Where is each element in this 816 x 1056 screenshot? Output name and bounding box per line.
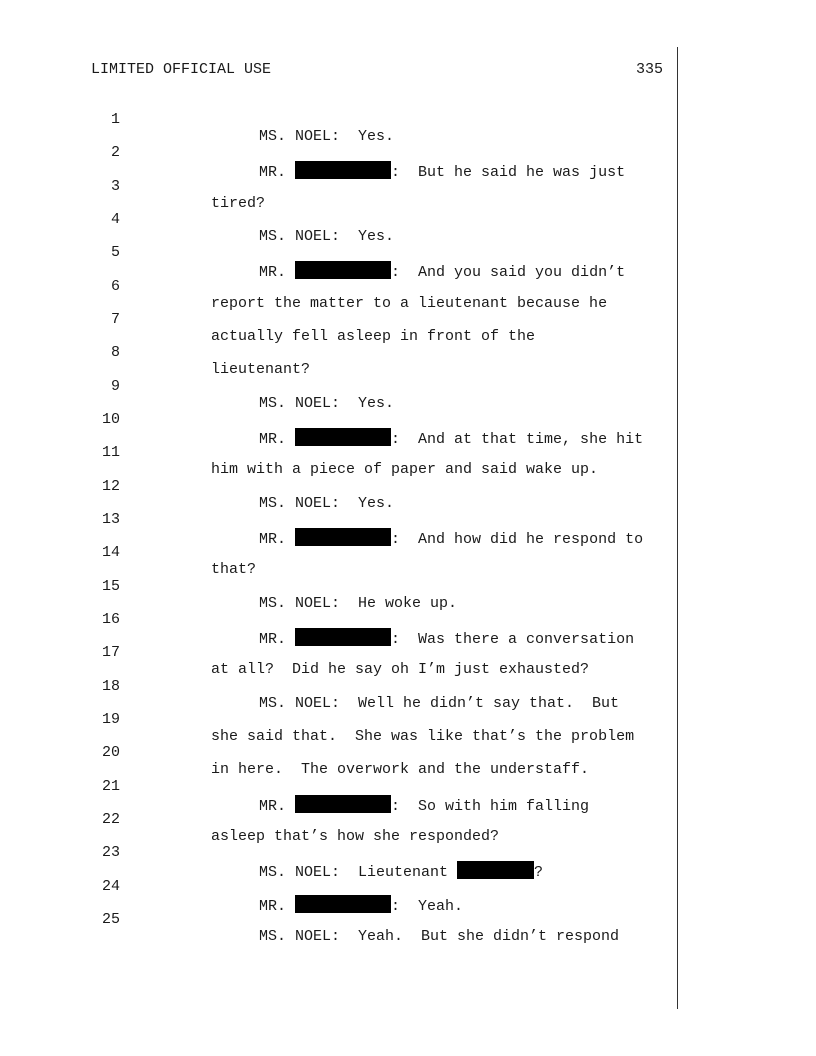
line-text: report the matter to a lieutenant because he (211, 295, 608, 312)
line-number: 7 (110, 311, 120, 328)
line-text (259, 628, 634, 648)
transcript-line (0, 327, 311, 378)
speaker-prefix: MR. (259, 798, 287, 815)
redaction-bar (295, 528, 391, 546)
line-text (259, 861, 543, 881)
line-number: 2 (110, 144, 120, 161)
speaker-prefix: MR. (259, 431, 287, 448)
line-text (259, 528, 643, 548)
transcript-line (0, 161, 266, 212)
line-text: MS. NOEL: Yes. (259, 228, 395, 245)
line-number: 20 (101, 744, 120, 761)
speaker-prefix: MR. (259, 531, 287, 548)
line-text: she said that. She was like that’s the problem (211, 728, 635, 745)
line-text: actually fell asleep in front of the (211, 328, 536, 345)
line-text: at all? Did he say oh I’m just exhausted? (211, 661, 590, 678)
line-number: 23 (101, 844, 120, 861)
line-number: 1 (110, 111, 120, 128)
line-text (259, 161, 625, 181)
line-text (259, 428, 643, 448)
line-number: 21 (101, 778, 120, 795)
line-number: 22 (101, 811, 120, 828)
line-content: : So with him falling (391, 798, 590, 815)
line-number: 14 (101, 544, 120, 561)
redaction-bar (295, 428, 391, 446)
line-text: lieutenant? (211, 361, 311, 378)
line-number: 17 (101, 644, 120, 661)
line-number: 15 (101, 578, 120, 595)
speaker-prefix: MR. (259, 164, 287, 181)
line-text: asleep that’s how she responded? (211, 828, 500, 845)
line-number: 4 (110, 211, 120, 228)
line-content: MS. NOEL: Lieutenant (259, 864, 449, 881)
line-number: 13 (101, 511, 120, 528)
line-text: MS. NOEL: Yes. (259, 495, 395, 512)
redaction-bar (295, 795, 391, 813)
line-number: 6 (110, 278, 120, 295)
line-text: tired? (211, 195, 266, 212)
line-text: MS. NOEL: He woke up. (259, 595, 458, 612)
line-text: MS. NOEL: Yes. (259, 395, 395, 412)
speaker-prefix: MR. (259, 898, 287, 915)
line-number: 12 (101, 478, 120, 495)
redaction-bar (295, 895, 391, 913)
line-number: 24 (101, 878, 120, 895)
line-content: : And how did he respond to (391, 531, 644, 548)
line-content: : And you said you didn’t (391, 264, 626, 281)
line-number: 3 (110, 178, 120, 195)
right-margin-rule (677, 47, 678, 1009)
line-number: 11 (101, 444, 120, 461)
line-number: 9 (110, 378, 120, 395)
transcript-line (0, 461, 395, 512)
line-text: that? (211, 561, 257, 578)
speaker-prefix: MR. (259, 631, 287, 648)
line-content: : Was there a conversation (391, 631, 635, 648)
line-text (259, 261, 625, 281)
line-number: 19 (101, 711, 120, 728)
line-number: 16 (101, 611, 120, 628)
line-content: : But he said he was just (391, 164, 626, 181)
redaction-bar (295, 628, 391, 646)
line-content-end: ? (534, 864, 544, 881)
redaction-bar (295, 261, 391, 279)
classification-header: LIMITED OFFICIAL USE (91, 61, 272, 78)
line-number: 10 (101, 411, 120, 428)
line-text: MS. NOEL: Yes. (259, 128, 395, 145)
redaction-bar (457, 861, 534, 879)
line-text: MS. NOEL: Well he didn’t say that. But (259, 695, 620, 712)
page-number: 335 (636, 61, 664, 78)
line-content: : Yeah. (391, 898, 464, 915)
line-content: : And at that time, she hit (391, 431, 644, 448)
line-number: 25 (101, 911, 120, 928)
line-text: in here. The overwork and the understaff. (211, 761, 590, 778)
line-text (259, 895, 463, 915)
transcript-line (0, 527, 257, 578)
line-number: 18 (101, 678, 120, 695)
line-number: 5 (110, 244, 120, 261)
line-number: 8 (110, 344, 120, 361)
redaction-bar (295, 161, 391, 179)
line-text: him with a piece of paper and said wake up. (211, 461, 599, 478)
line-text (259, 795, 589, 815)
line-text: MS. NOEL: Yeah. But she didn’t respond (259, 928, 620, 945)
speaker-prefix: MR. (259, 264, 287, 281)
transcript-line (0, 94, 395, 145)
